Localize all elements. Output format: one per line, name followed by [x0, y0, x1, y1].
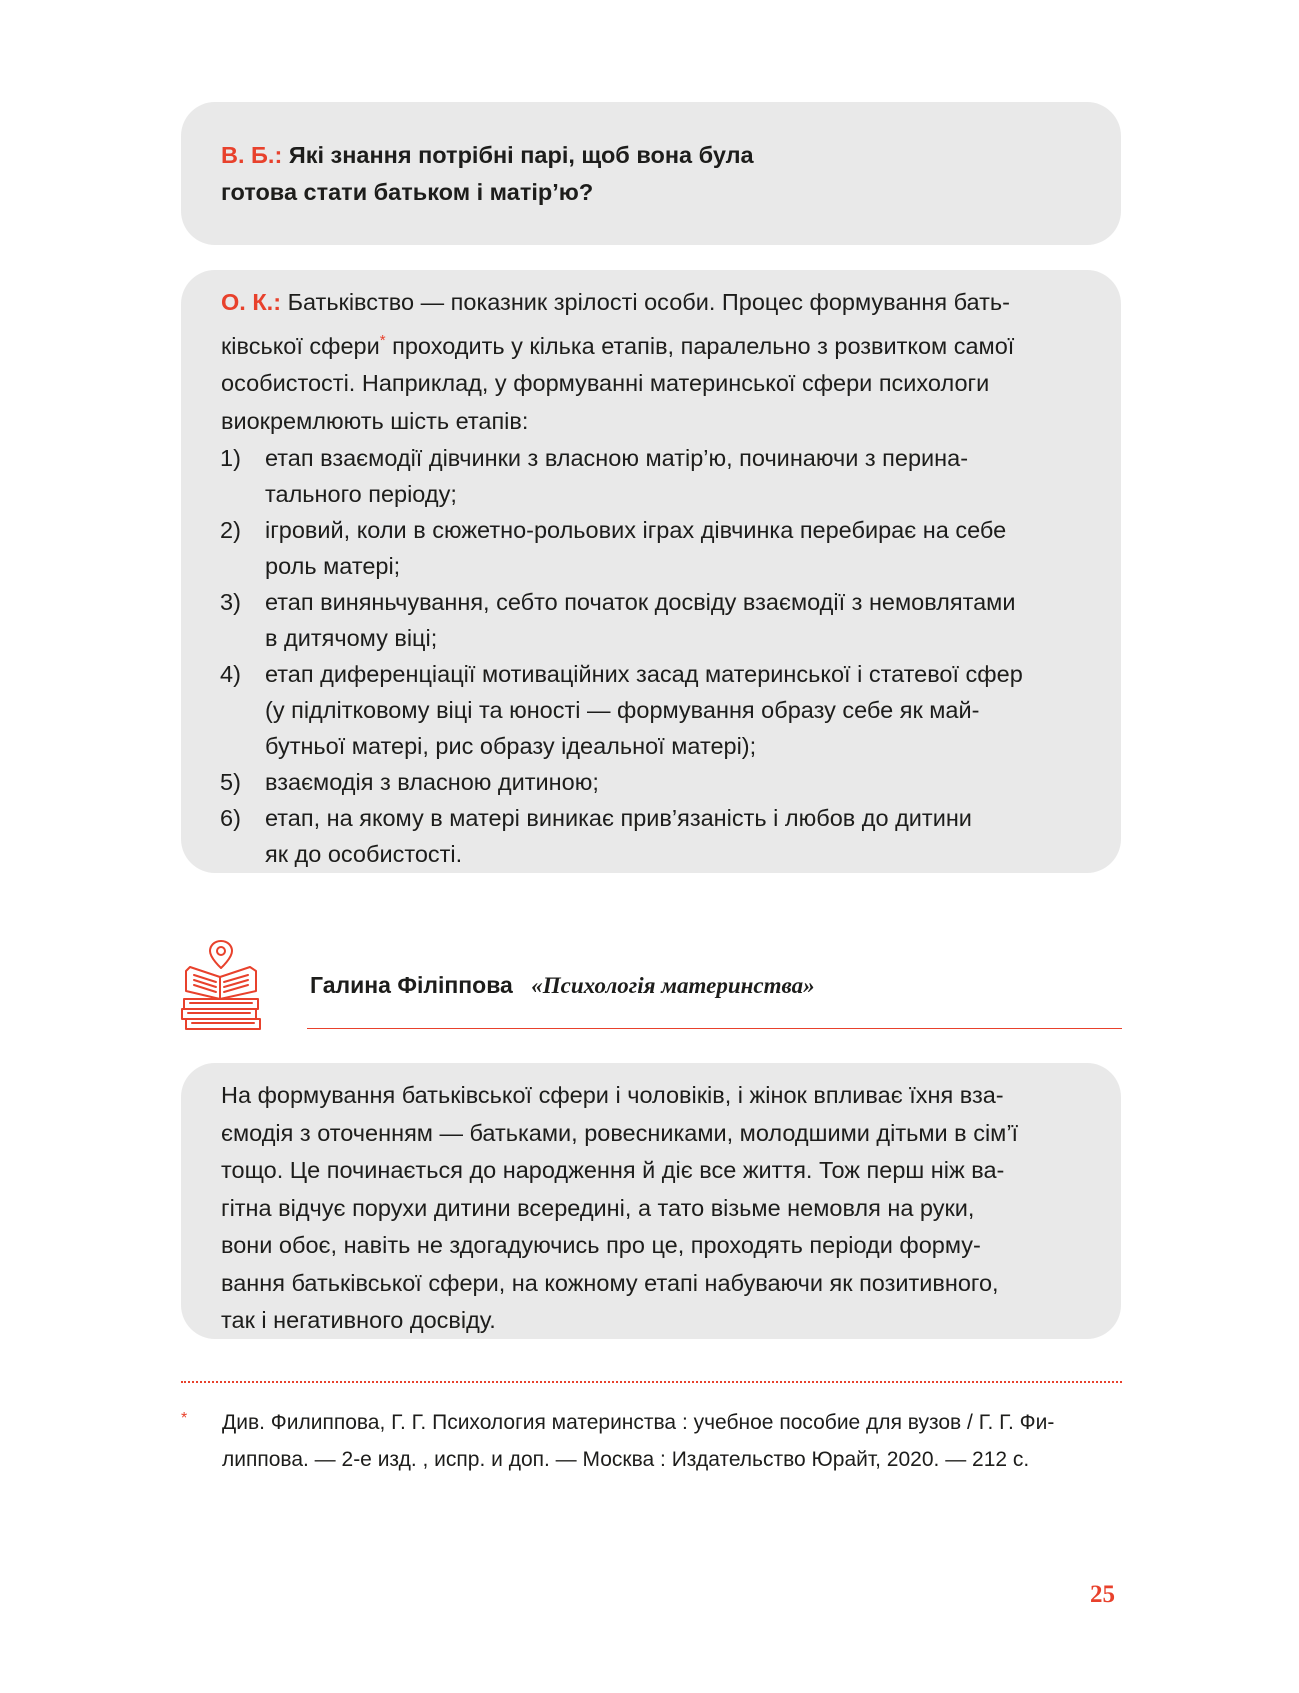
stage-number: 4) — [220, 661, 241, 687]
page-number: 25 — [1090, 1581, 1115, 1608]
stage-text-line: (у підлітковому віці та юності — формування образу себе як май- — [265, 697, 980, 723]
footnote-reference-marker[interactable]: * — [379, 331, 386, 349]
stage-item — [221, 440, 1081, 512]
quote-line: вання батьківської сфери, на кожному етапі набуваючи як позитивного, — [221, 1269, 999, 1296]
stage-item — [221, 764, 1081, 800]
stage-item — [221, 656, 1081, 764]
stage-text-line: роль матері; — [265, 553, 401, 579]
footnote-line: липпова. — 2-е изд. , испр. и доп. — Москва : Издательство Юрайт, 2020. — 212 с. — [222, 1448, 1030, 1471]
book-title: «Психологія материнства» — [531, 973, 815, 998]
stage-item — [221, 800, 1081, 872]
quote-bubble — [181, 1063, 1121, 1339]
question-line-2: готова стати батьком і матір’ю? — [221, 179, 594, 205]
stage-text-line: бутньої матері, рис образу ідеальної матері); — [265, 733, 757, 759]
stages-list — [221, 440, 1081, 872]
footnote-divider — [181, 1381, 1122, 1383]
stage-text-line: етап диференціації мотиваційних засад материнської і статевої сфер — [265, 661, 1023, 687]
stage-text-line: взаємодія з власною дитиною; — [265, 769, 599, 795]
stage-item — [221, 512, 1081, 584]
question-bubble — [181, 102, 1121, 245]
question-line-1: Які знання потрібні парі, щоб вона була — [288, 142, 754, 168]
stage-text-line: в дитячому віці; — [265, 625, 438, 651]
quote-line: вони обоє, навіть не здогадуючись про це, проходять періоди форму- — [221, 1232, 981, 1258]
footnote-line: Див. Филиппова, Г. Г. Психология материнства : учебное пособие для вузов / Г. Г. Фи- — [222, 1411, 1055, 1434]
stage-number: 5) — [220, 769, 241, 795]
book-divider — [307, 1028, 1122, 1029]
quote-line: тощо. Це починається до народження й діє все життя. Тож перш ніж ва- — [221, 1157, 1005, 1183]
stage-text-line: етап взаємодії дівчинки з власною матір’ю, починаючи з перина- — [265, 445, 969, 471]
answer-bubble — [181, 270, 1121, 873]
book-author: Галина Філіппова — [310, 972, 513, 998]
answer-intro-line-4: виокремлюють шість етапів: — [221, 407, 529, 434]
answer-intro — [221, 284, 1081, 440]
quote-line: На формування батьківської сфери і чоловіків, і жінок впливає їхня вза- — [221, 1082, 1004, 1108]
question-speaker: В. Б.: — [221, 142, 283, 168]
books-with-pin-icon — [178, 933, 264, 1031]
answer-intro-line-1: Батьківство — показник зрілості особи. Процес формування бать- — [287, 289, 1010, 315]
stage-number: 3) — [220, 589, 241, 615]
quote-line: гітна відчує порухи дитини всередині, а тато візьме немовля на руки, — [221, 1194, 975, 1221]
answer-intro-line-2b: проходить у кілька етапів, паралельно з розвитком самої — [392, 332, 1015, 359]
question-text — [221, 137, 1081, 211]
book-reference — [310, 970, 815, 1001]
quote-line: так і негативного досвіду. — [221, 1307, 496, 1333]
answer-intro-line-3: особистості. Наприклад, у формуванні материнської сфери психологи — [221, 370, 990, 396]
footnote-text — [222, 1404, 1122, 1478]
stage-number: 1) — [220, 445, 241, 471]
stage-text-line: як до особистості. — [265, 841, 463, 867]
footnote-marker: * — [181, 1410, 188, 1427]
stage-number: 6) — [220, 805, 241, 831]
stage-item — [221, 584, 1081, 656]
quote-text — [221, 1077, 1085, 1340]
stage-number: 2) — [220, 517, 241, 543]
answer-speaker: О. К.: — [221, 289, 282, 315]
stage-text-line: ігровий, коли в сюжетно-рольових іграх дівчинка перебирає на себе — [265, 517, 1007, 543]
stage-text-line: етап виняньчування, себто початок досвіду взаємодії з немовлятами — [265, 589, 1016, 615]
answer-intro-line-2a: ківської сфери — [221, 332, 380, 359]
stage-text-line: етап, на якому в матері виникає прив’язаність і любов до дитини — [265, 805, 972, 831]
stage-text-line: тального періоду; — [265, 481, 457, 507]
quote-line: ємодія з оточенням — батьками, ровесниками, молодшими дітьми в сім’ї — [221, 1119, 1019, 1146]
